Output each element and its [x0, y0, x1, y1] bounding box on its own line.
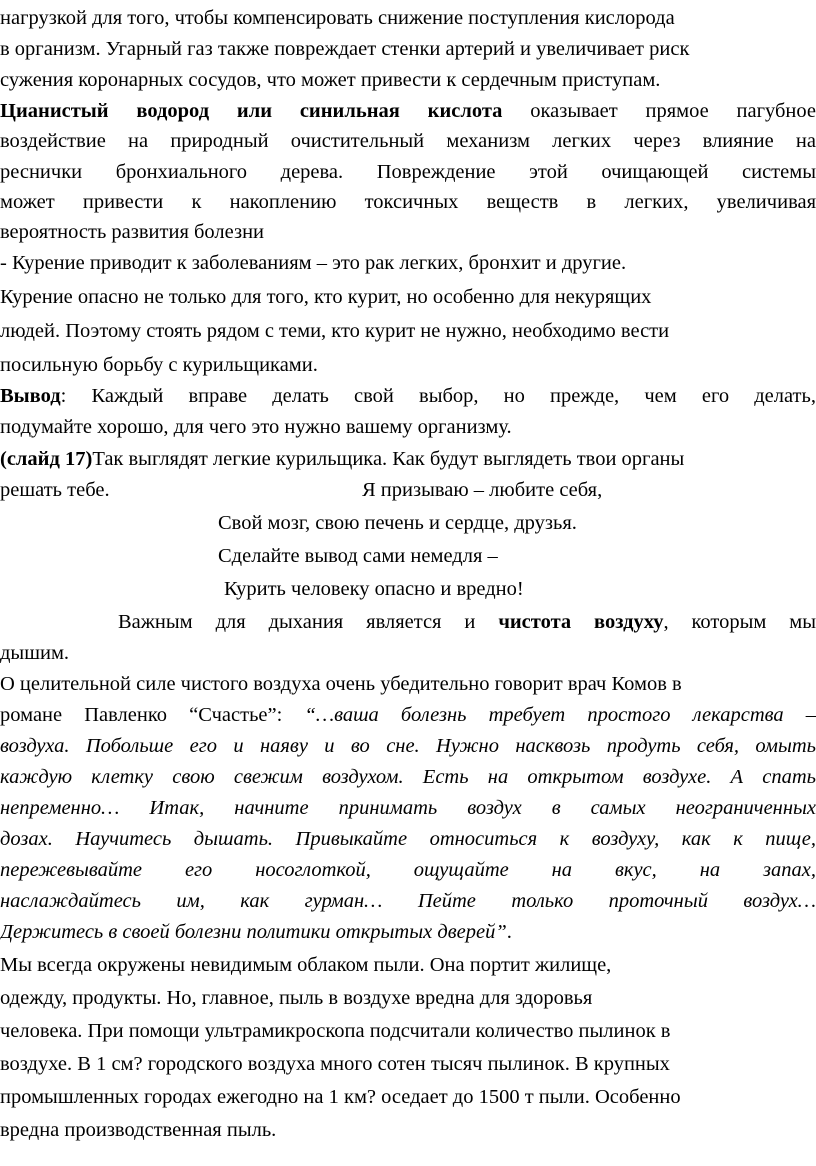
text-line: воздействие на природный очистительный механизм легких через влияние на	[0, 130, 816, 152]
text-line: воздухе. В 1 см? городского воздуха много сотен тысяч пылинок. В крупных	[0, 1053, 670, 1075]
text-line: Важным для дыхания является и чистота воздуху, которым мы	[118, 611, 816, 633]
bold-term: чистота воздуху	[498, 611, 664, 633]
quote-text: “…ваша болезнь требует простого лекарства –	[304, 704, 816, 726]
quote-line: воздуха. Побольше его и наяву и во сне. Нужно насквозь продуть себя, омыть	[0, 735, 816, 757]
text-line: решать тебе. Я призываю – любите себя,	[0, 474, 816, 507]
text-line: романе Павленко “Счастье”: “…ваша болезнь требует простого лекарства –	[0, 704, 816, 726]
text-line: сужения коронарных сосудов, что может привести к сердечным приступам.	[0, 69, 661, 91]
text-line: Вывод: Каждый вправе делать свой выбор, но прежде, чем его делать,	[0, 385, 816, 407]
text-line: вредна производственная пыль.	[0, 1119, 277, 1141]
quote-line: непременно… Итак, начните принимать воздух в самых неограниченных	[0, 797, 816, 819]
quote-line: дозах. Научитесь дышать. Привыкайте относиться к воздуху, как к пище,	[0, 828, 816, 850]
text-line: (слайд 17)Так выглядят легкие курильщика. Как будут выглядеть твои органы	[0, 448, 685, 470]
text-line: человека. При помощи ультрамикроскопа подсчитали количество пылинок в	[0, 1020, 671, 1042]
text-line: промышленных городах ежегодно на 1 км? оседает до 1500 т пыли. Особенно	[0, 1086, 681, 1108]
text-line: людей. Поэтому стоять рядом с теми, кто курит не нужно, необходимо вести	[0, 320, 670, 342]
text-line: Мы всегда окружены невидимым облаком пыли. Она портит жилище,	[0, 954, 612, 976]
poem-line: Свой мозг, свою печень и сердце, друзья.	[218, 512, 577, 534]
poem-line: Я призываю – любите себя,	[362, 479, 603, 501]
quote-line: пережевывайте его носоглоткой, ощущайте на вкус, на запах,	[0, 859, 816, 881]
text-line: посильную борьбу с курильщиками.	[0, 354, 318, 376]
text-line: дышим.	[0, 642, 70, 664]
text-line: О целительной силе чистого воздуха очень убедительно говорит врач Комов в	[0, 673, 682, 695]
slide-marker: (слайд 17)	[0, 448, 93, 470]
text-line: вероятность развития болезни	[0, 221, 265, 243]
bold-term: Вывод	[0, 385, 61, 407]
bold-term: Цианистый водород или синильная кислота	[0, 100, 503, 122]
poem-line: Курить человеку опасно и вредно!	[224, 578, 524, 600]
text-line: Цианистый водород или синильная кислота оказывает прямое пагубное	[0, 100, 816, 122]
quote-line: наслаждайтесь им, как гурман… Пейте только проточный воздух…	[0, 890, 816, 912]
text-line: одежду, продукты. Но, главное, пыль в воздухе вредна для здоровья	[0, 987, 593, 1009]
text-line: реснички бронхиального дерева. Повреждение этой очищающей системы	[0, 161, 816, 183]
text-line: нагрузкой для того, чтобы компенсировать снижение поступления кислорода	[0, 7, 675, 29]
text-line: подумайте хорошо, для чего это нужно вашему организму.	[0, 416, 512, 438]
text-line: может привести к накоплению токсичных веществ в легких, увеличивая	[0, 191, 816, 213]
poem-line: Сделайте вывод сами немедля –	[218, 545, 498, 567]
text-line: в организм. Угарный газ также повреждает стенки артерий и увеличивает риск	[0, 38, 690, 60]
quote-line: Держитесь в своей болезни политики открытых дверей”.	[0, 921, 512, 943]
text-line: Курение опасно не только для того, кто курит, но особенно для некурящих	[0, 286, 652, 308]
quote-line: каждую клетку свою свежим воздухом. Есть на открытом воздухе. А спать	[0, 766, 816, 788]
text-line: - Курение приводит к заболеваниям – это рак легких, бронхит и другие.	[0, 252, 627, 274]
